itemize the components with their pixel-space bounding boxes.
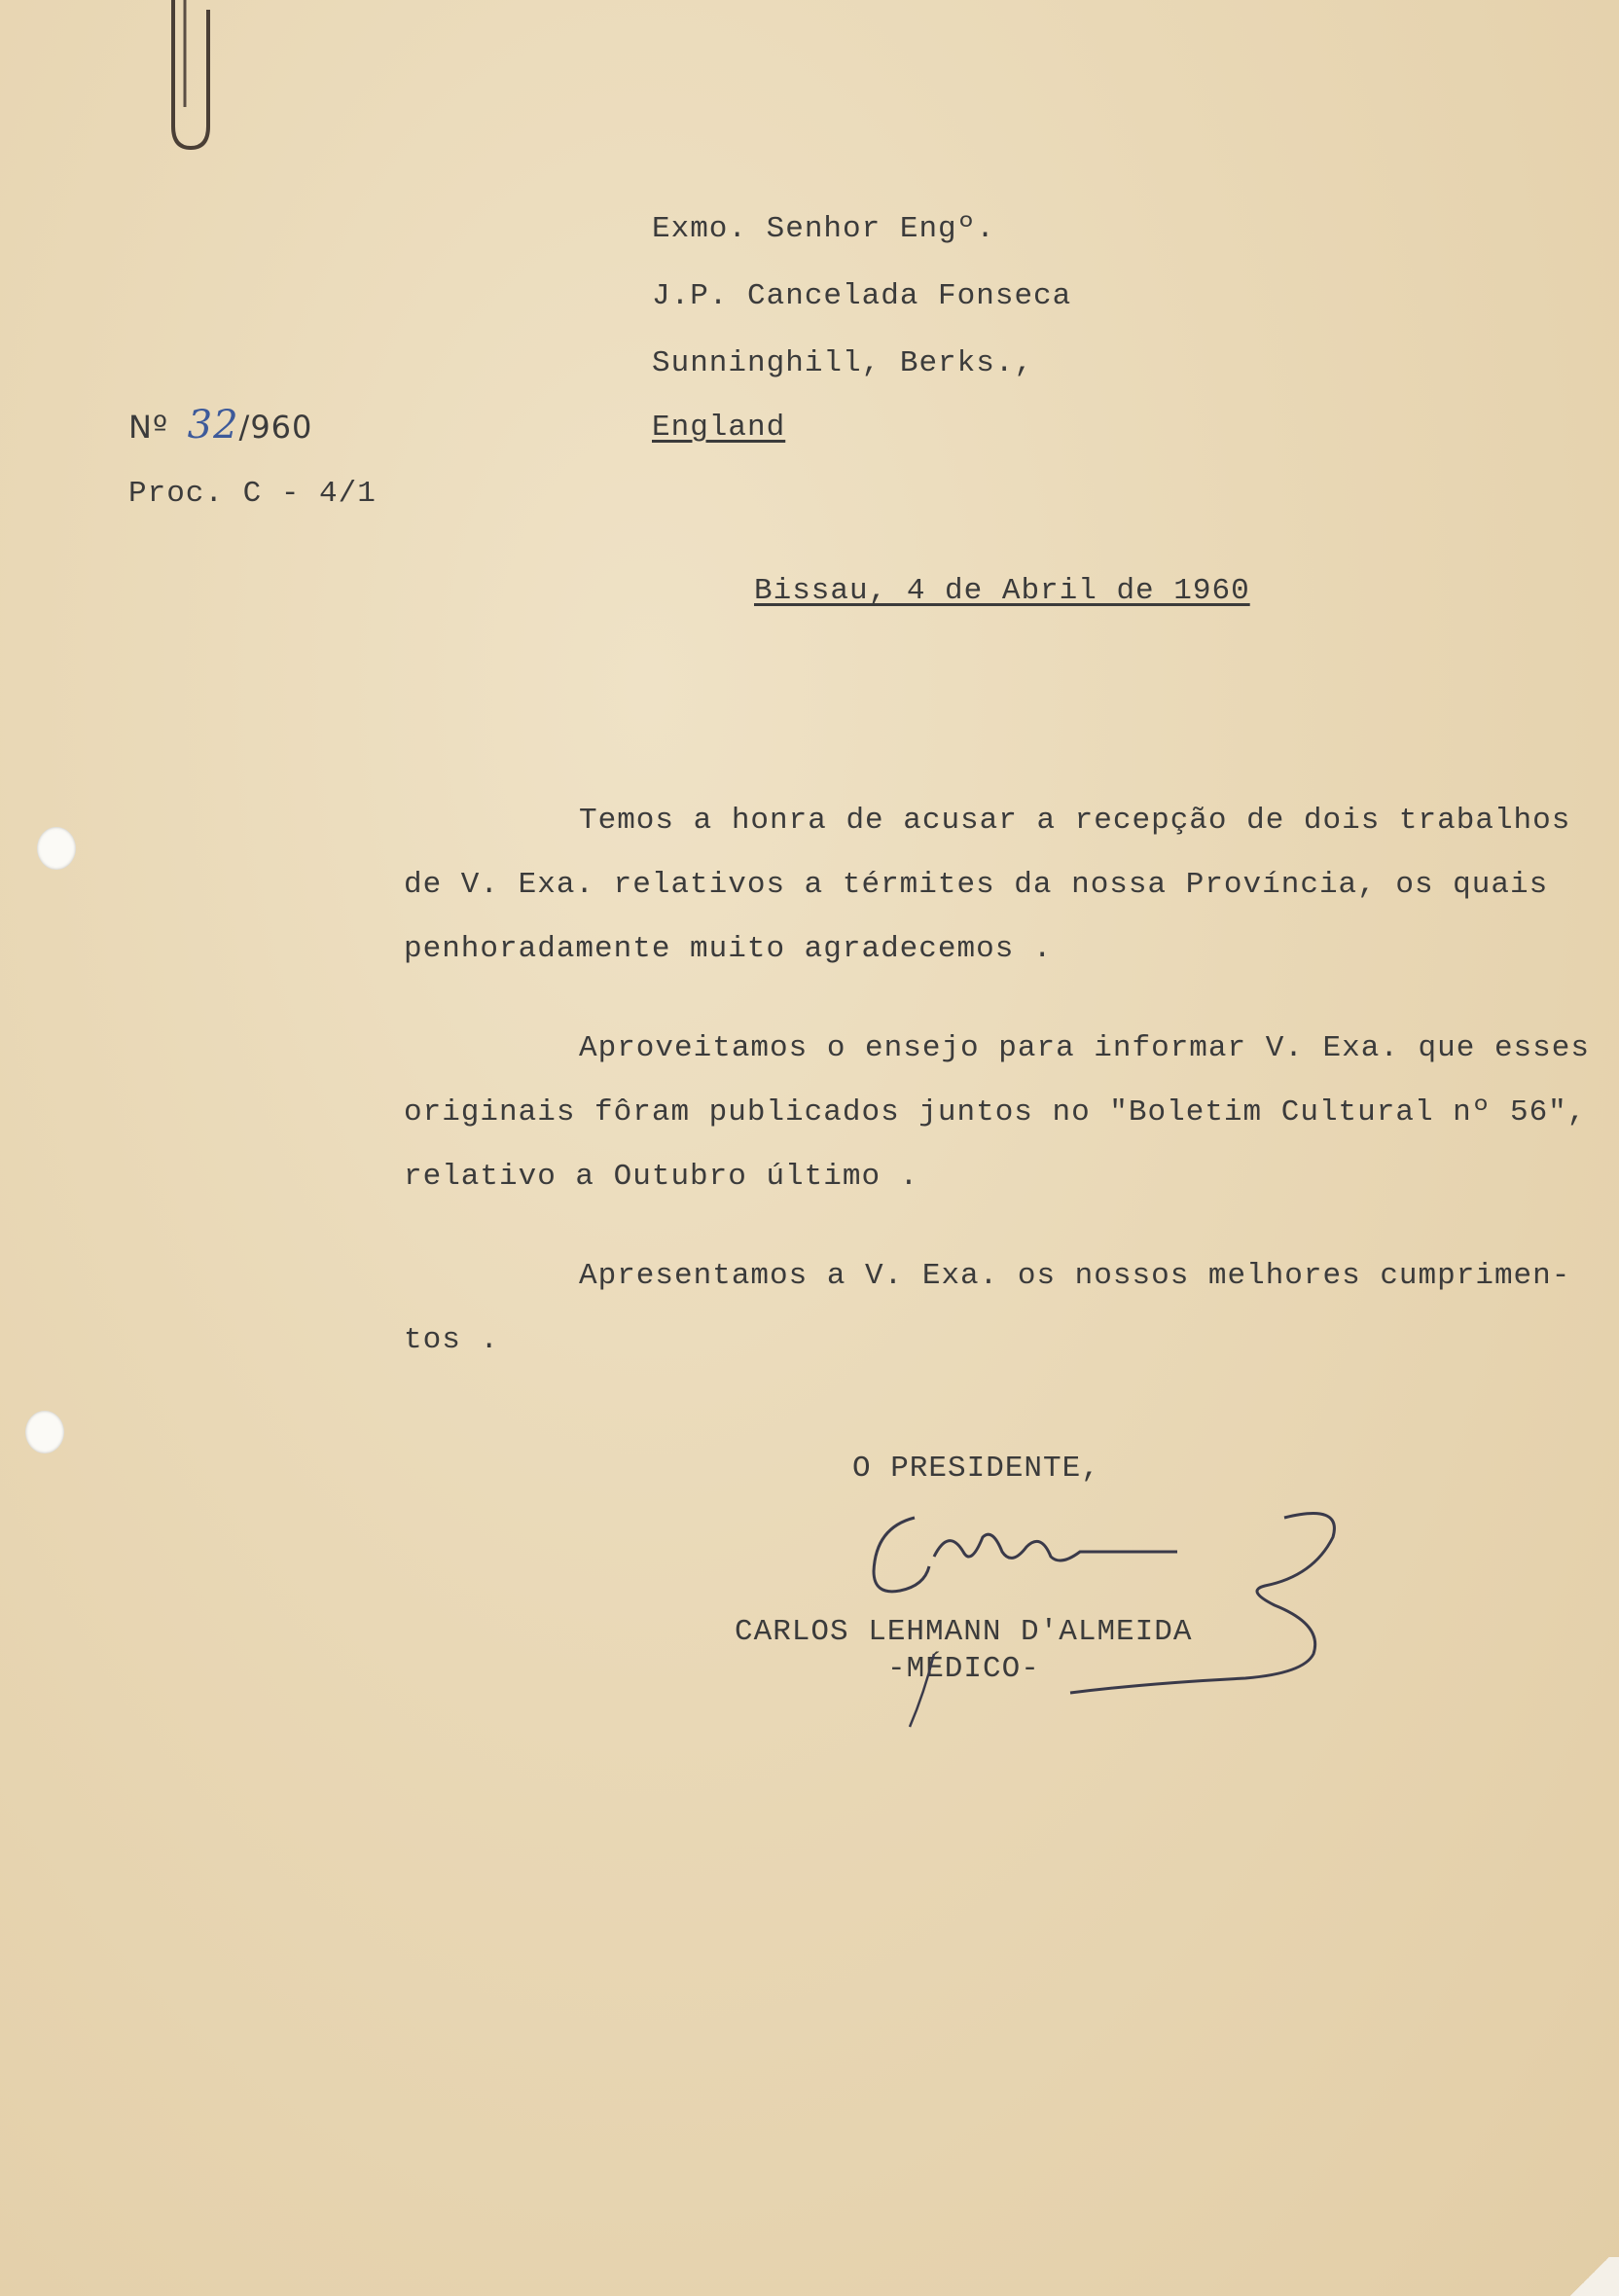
recipient-line-3: Sunninghill, Berks., — [652, 346, 1034, 380]
punch-hole-top — [37, 827, 76, 870]
paragraph-2-line-1: Aproveitamos o ensejo para informar V. Exa. que esses — [579, 1031, 1590, 1065]
signatory-name: CARLOS LEHMANN D'ALMEIDA — [735, 1615, 1193, 1649]
closing-title: O PRESIDENTE, — [852, 1452, 1100, 1486]
punch-hole-bottom — [25, 1411, 64, 1453]
process-reference: Proc. C - 4/1 — [128, 477, 377, 511]
handwritten-signature — [856, 1498, 1362, 1741]
paragraph-1-line-1: Temos a honra de acusar a recepção de dois trabalhos — [579, 804, 1571, 838]
paragraph-1-line-3: penhoradamente muito agradecemos . — [404, 932, 1053, 966]
date-line: Bissau, 4 de Abril de 1960 — [754, 574, 1250, 608]
reference-number-prefix: Nº — [128, 409, 169, 446]
paragraph-3-line-1: Apresentamos a V. Exa. os nossos melhores cumprimen- — [579, 1259, 1571, 1293]
page-corner-fold — [1561, 2257, 1619, 2296]
recipient-line-4: England — [652, 411, 786, 445]
paragraph-2-line-3: relativo a Outubro último . — [404, 1160, 919, 1194]
reference-number-suffix: /960 — [238, 409, 313, 446]
paperclip-icon — [165, 0, 216, 156]
reference-number-handwritten: 32 — [187, 403, 239, 448]
paragraph-3-line-2: tos . — [404, 1323, 500, 1357]
recipient-line-1: Exmo. Senhor Engº. — [652, 212, 995, 246]
signatory-role: -MÉDICO- — [887, 1652, 1040, 1686]
reference-number — [128, 403, 312, 448]
paragraph-1-line-2: de V. Exa. relativos a térmites da nossa Província, os quais — [404, 868, 1549, 902]
paragraph-2-line-2: originais fôram publicados juntos no "Boletim Cultural nº 56", — [404, 1095, 1587, 1130]
recipient-line-2: J.P. Cancelada Fonseca — [652, 279, 1072, 313]
